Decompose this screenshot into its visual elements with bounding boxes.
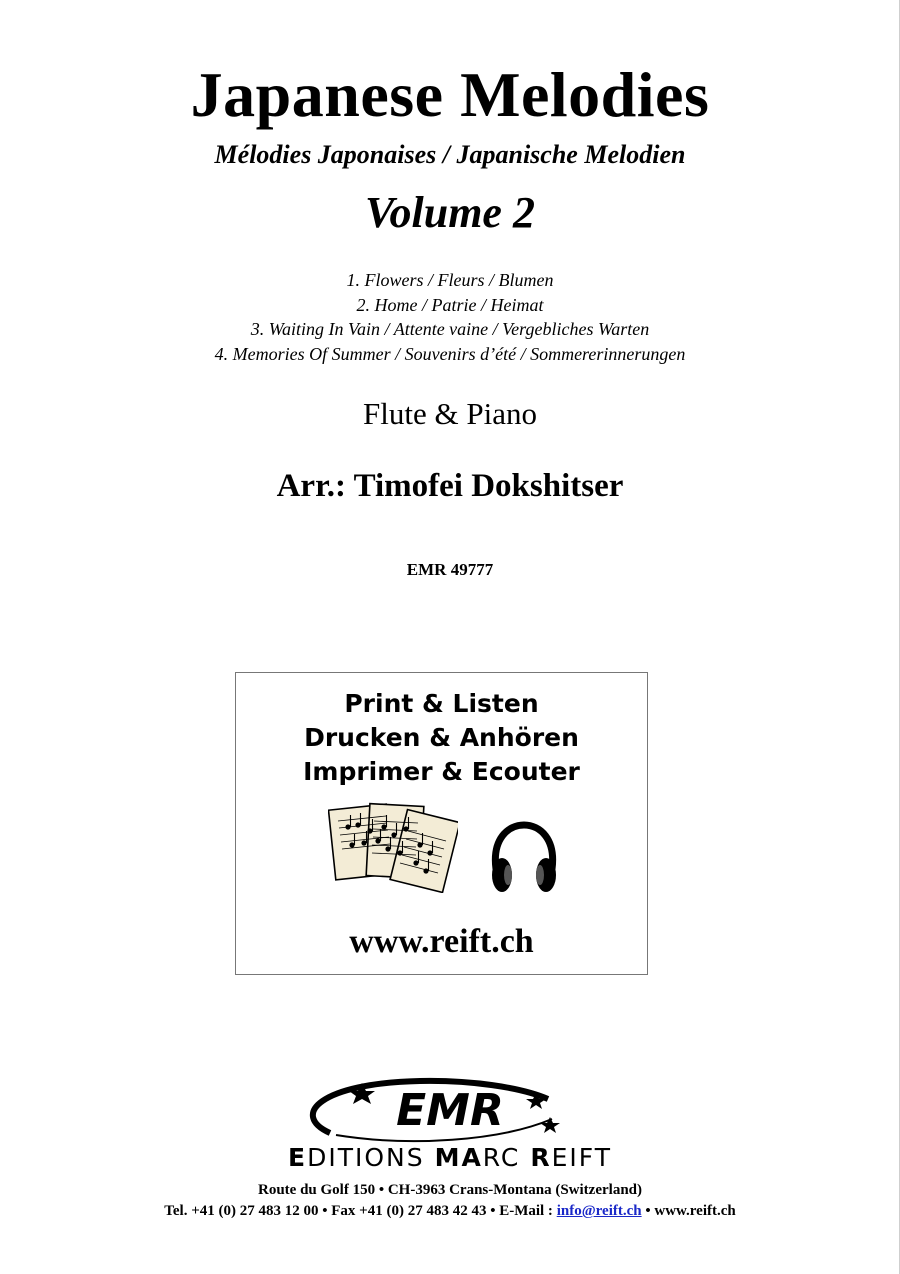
headphones-icon [488, 819, 560, 897]
track-item: 1. Flowers / Fleurs / Blumen [346, 270, 554, 290]
arranger: Arr.: Timofei Dokshitser [276, 468, 624, 504]
publisher-name-initial-r: R [530, 1143, 552, 1172]
promo-line-french: Imprimer & Ecouter [303, 757, 580, 786]
publisher-name-initial-m: MA [434, 1143, 483, 1172]
print-listen-box[interactable] [235, 672, 648, 975]
email-link[interactable]: info@reift.ch [556, 1203, 642, 1219]
publisher-address: Route du Golf 150 • CH-3963 Crans-Montana (Switzerland) [258, 1182, 642, 1198]
logo-text: EMR [396, 1085, 504, 1136]
volume-label: Volume 2 [365, 188, 535, 237]
page-title: Japanese Melodies [190, 59, 710, 130]
instrumentation: Flute & Piano [363, 396, 537, 431]
emr-logo [300, 1075, 580, 1145]
contact-phone-fax: Tel. +41 (0) 27 483 12 00 • Fax +41 (0) 27 483 42 43 • E-Mail : [164, 1203, 557, 1219]
publisher-name-initial-e: E [288, 1143, 308, 1172]
promo-line-english: Print & Listen [344, 689, 539, 718]
contact-website: • www.reift.ch [641, 1203, 736, 1219]
page-subtitle: Mélodies Japonaises / Japanische Melodien [214, 140, 686, 169]
publisher-name-part: RC [482, 1143, 531, 1172]
track-item: 2. Home / Patrie / Heimat [356, 294, 544, 315]
publisher-name-part: EIFT [551, 1143, 612, 1172]
track-item: 3. Waiting In Vain / Attente vaine / Vergebliches Warten [250, 319, 650, 339]
publisher-name [0, 1143, 900, 1172]
publisher-name-part: DITIONS [307, 1143, 435, 1172]
promo-line-german: Drucken & Anhören [304, 723, 579, 752]
track-item: 4. Memories Of Summer / Souvenirs d’été / Sommererinnerungen [214, 343, 686, 364]
publisher-contact [0, 1203, 900, 1220]
track-list [0, 268, 900, 366]
sheet-music-icon [328, 801, 458, 893]
promo-website-link[interactable]: www.reift.ch [349, 923, 534, 960]
catalog-number: EMR 49777 [406, 560, 494, 579]
